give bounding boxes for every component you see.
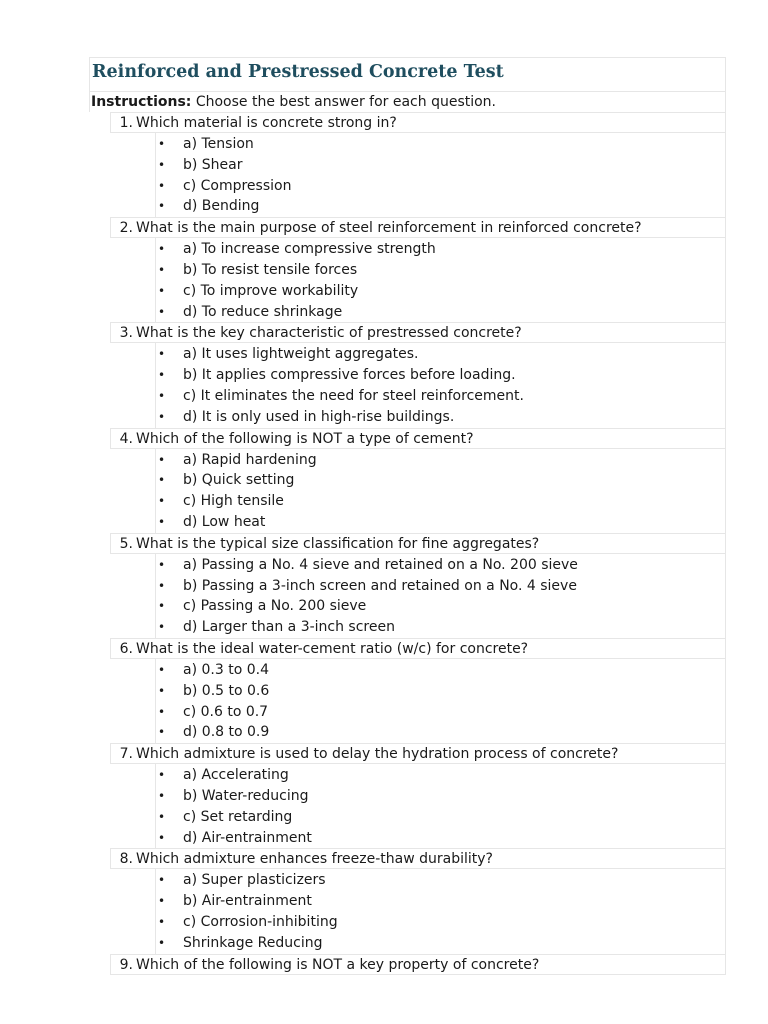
question-text: Which material is concrete strong in? — [136, 115, 397, 131]
bullet-icon: • — [158, 283, 166, 298]
option-text: a) To increase compressive strength — [183, 241, 436, 258]
option-text: a) Tension — [183, 136, 254, 152]
answer-option — [156, 555, 725, 576]
bullet-icon: • — [158, 578, 166, 593]
answer-option — [156, 828, 725, 849]
question-row — [110, 428, 726, 449]
answer-option — [156, 912, 725, 933]
answer-option — [156, 786, 725, 807]
option-text: a) Rapid hardening — [183, 451, 317, 468]
bullet-icon: • — [158, 452, 166, 467]
bullet-icon: • — [158, 873, 166, 888]
option-text: b) Water-reducing — [183, 787, 309, 804]
bullet-icon: • — [158, 304, 166, 319]
answer-option — [156, 134, 725, 155]
bullet-icon: • — [158, 914, 166, 929]
bullet-icon: • — [158, 157, 166, 172]
option-text: a) Passing a No. 4 sieve and retained on a No. 200 sieve — [183, 556, 578, 573]
answer-option — [156, 155, 725, 176]
option-text: c) High tensile — [183, 493, 284, 510]
bullet-icon: • — [158, 347, 166, 362]
answer-option — [156, 617, 725, 638]
answer-option — [156, 470, 725, 491]
option-text: b) Air-entrainment — [183, 893, 312, 910]
option-text: c) To improve workability — [183, 282, 359, 299]
question-row — [110, 533, 726, 554]
bullet-icon: • — [158, 557, 166, 572]
answer-option — [156, 281, 725, 302]
bullet-icon: • — [158, 830, 166, 845]
question-number: 4. — [119, 430, 133, 447]
option-text: a) 0.3 to 0.4 — [183, 661, 269, 678]
bullet-icon: • — [158, 494, 166, 509]
bullet-icon: • — [158, 683, 166, 698]
option-text: Shrinkage Reducing — [183, 934, 323, 951]
option-text: c) Set retarding — [183, 808, 293, 825]
option-text: d) 0.8 to 0.9 — [183, 724, 270, 741]
question-row — [110, 112, 726, 133]
question-text: Which admixture enhances freeze-thaw durability? — [136, 851, 493, 868]
bullet-icon: • — [158, 368, 166, 383]
option-text: b) Quick setting — [183, 472, 295, 489]
answer-option — [156, 407, 725, 428]
option-list — [155, 449, 726, 533]
option-text: c) 0.6 to 0.7 — [183, 703, 269, 720]
bullet-icon: • — [158, 199, 166, 214]
question-text: What is the main purpose of steel reinforcement in reinforced concrete? — [136, 220, 642, 237]
question-text: What is the ideal water-cement ratio (w/c) for concrete? — [136, 640, 529, 657]
answer-option — [156, 891, 725, 912]
bullet-icon: • — [158, 935, 166, 950]
question-list — [110, 112, 726, 975]
option-text: a) Accelerating — [183, 767, 289, 784]
answer-option — [156, 260, 725, 281]
page-title: Reinforced and Prestressed Concrete Test — [92, 62, 504, 82]
option-text: d) Larger than a 3-inch screen — [183, 619, 395, 636]
question-text: What is the key characteristic of prestressed concrete? — [136, 325, 522, 342]
option-text: b) Shear — [183, 156, 243, 173]
answer-option — [156, 933, 725, 954]
answer-option — [156, 196, 725, 217]
question-number: 5. — [119, 535, 133, 552]
answer-option — [156, 302, 725, 323]
answer-option — [156, 386, 725, 407]
answer-option — [156, 576, 725, 597]
option-text: b) It applies compressive forces before loading. — [183, 367, 516, 384]
option-text: c) Corrosion-inhibiting — [183, 913, 338, 930]
option-text: c) Compression — [183, 177, 292, 194]
bullet-icon: • — [158, 514, 166, 529]
bullet-icon: • — [158, 409, 166, 424]
option-text: c) It eliminates the need for steel reinforcement. — [183, 387, 524, 404]
question-text: Which of the following is NOT a key property of concrete? — [136, 956, 540, 973]
bullet-icon: • — [158, 704, 166, 719]
title-row — [89, 57, 726, 91]
option-text: b) To resist tensile forces — [183, 261, 358, 278]
option-text: b) 0.5 to 0.6 — [183, 682, 270, 699]
bullet-icon: • — [158, 242, 166, 257]
question-number: 3. — [119, 325, 133, 342]
question-text: Which admixture is used to delay the hydration process of concrete? — [136, 746, 619, 763]
bullet-icon: • — [158, 768, 166, 783]
question-row — [110, 638, 726, 659]
question-number: 7. — [119, 746, 133, 763]
question-text: What is the typical size classification for fine aggregates? — [136, 535, 540, 552]
option-list — [155, 133, 726, 217]
answer-option — [156, 491, 725, 512]
option-text: b) Passing a 3-inch screen and retained on a No. 4 sieve — [183, 577, 577, 594]
bullet-icon: • — [158, 620, 166, 635]
option-text: a) Super plasticizers — [183, 872, 326, 889]
bullet-icon: • — [158, 809, 166, 824]
option-text: d) Air-entrainment — [183, 829, 312, 846]
answer-option — [156, 765, 725, 786]
question-row — [110, 954, 726, 975]
question-text: Which of the following is NOT a type of cement? — [136, 430, 474, 447]
option-text: d) Bending — [183, 198, 260, 215]
option-text: d) It is only used in high-rise buildings. — [183, 408, 455, 425]
option-list — [155, 343, 726, 427]
bullet-icon: • — [158, 894, 166, 909]
bullet-icon: • — [158, 473, 166, 488]
answer-option — [156, 176, 725, 197]
question-row — [110, 217, 726, 238]
option-text: d) To reduce shrinkage — [183, 303, 343, 320]
question-number: 1. — [119, 115, 133, 131]
answer-option — [156, 660, 725, 681]
answer-option — [156, 722, 725, 743]
option-list — [155, 764, 726, 848]
bullet-icon: • — [158, 725, 166, 740]
answer-option — [156, 344, 725, 365]
question-number: 8. — [119, 851, 133, 868]
question-number: 9. — [119, 956, 133, 973]
option-list — [155, 554, 726, 638]
option-list — [155, 869, 726, 953]
option-text: a) It uses lightweight aggregates. — [183, 346, 419, 363]
answer-option — [156, 807, 725, 828]
bullet-icon: • — [158, 662, 166, 677]
question-row — [110, 743, 726, 764]
question-row — [110, 848, 726, 869]
bullet-icon: • — [158, 137, 166, 151]
bullet-icon: • — [158, 262, 166, 277]
test-document — [89, 57, 726, 975]
answer-option — [156, 365, 725, 386]
instructions-label: Instructions: — [91, 94, 192, 110]
answer-option — [156, 239, 725, 260]
bullet-icon: • — [158, 599, 166, 614]
answer-option — [156, 596, 725, 617]
question-number: 2. — [119, 220, 133, 237]
option-text: d) Low heat — [183, 513, 266, 530]
answer-option — [156, 702, 725, 723]
option-list — [155, 238, 726, 322]
answer-option — [156, 450, 725, 471]
instructions-text: Choose the best answer for each question. — [195, 94, 497, 110]
question-row — [110, 322, 726, 343]
bullet-icon: • — [158, 178, 166, 193]
option-list — [155, 659, 726, 743]
answer-option — [156, 681, 725, 702]
bullet-icon: • — [158, 388, 166, 403]
question-number: 6. — [119, 640, 133, 657]
option-text: c) Passing a No. 200 sieve — [183, 598, 367, 615]
bullet-icon: • — [158, 788, 166, 803]
answer-option — [156, 512, 725, 533]
answer-option — [156, 870, 725, 891]
instructions — [89, 91, 726, 112]
